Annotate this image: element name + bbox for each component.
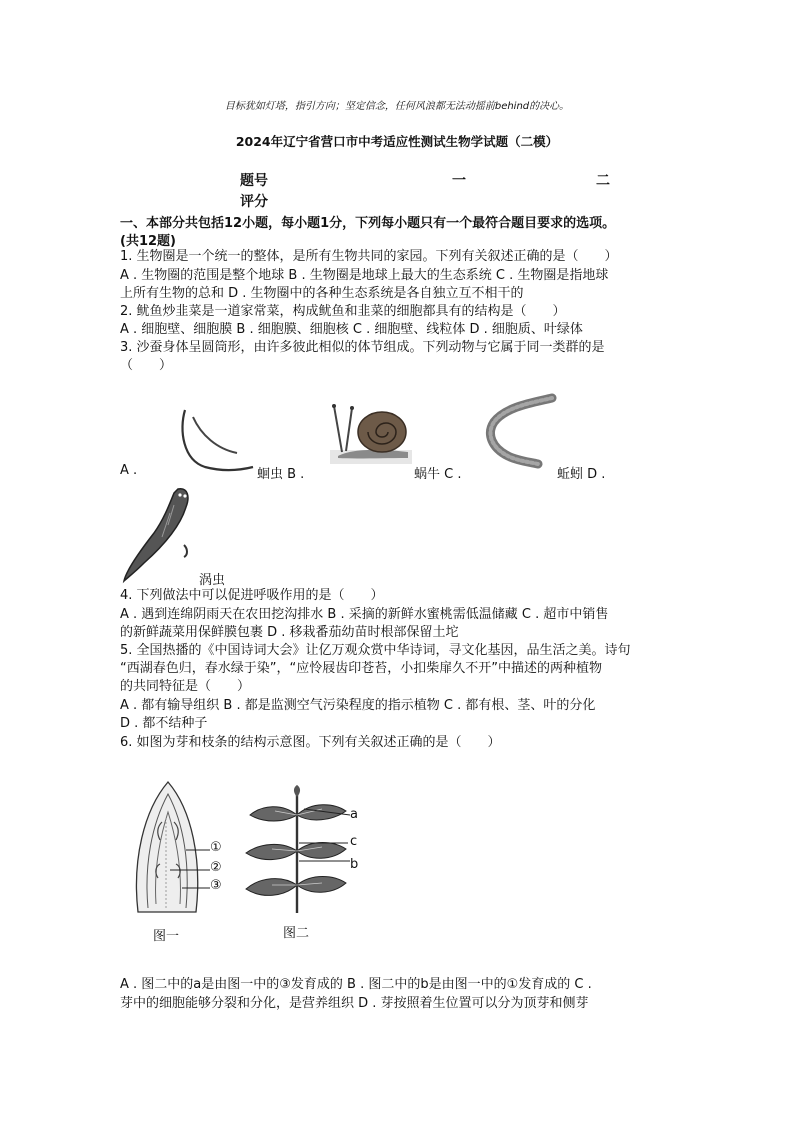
header-motto: 目标犹如灯塔，指引方向；坚定信念，任何风浪都无法动摇前behind的决心。	[224, 101, 570, 112]
section-heading: 一、本部分共包括12小题，每小题1分，下列每小题只有一个最符合题目要求的选项。	[120, 216, 616, 231]
question-4-options-cont: 的新鲜蔬菜用保鲜膜包裹 D . 移栽番茄幼苗时根部保留土坨	[120, 625, 459, 640]
score-table-col-one: 一	[452, 173, 466, 189]
question-5-stem-cont: “西湖春色归，春水绿于染”，“应怜屐齿印苍苔，小扣柴扉久不开”中描述的两种植物	[120, 661, 602, 676]
figure-1-caption: 图一	[153, 929, 180, 944]
snail-image	[330, 398, 412, 464]
question-5-stem-end: 的共同特征是（ ）	[120, 679, 251, 694]
figure-2-caption: 图二	[283, 926, 310, 941]
score-table-label-score: 评分	[240, 194, 268, 210]
question-4-stem: 4. 下列做法中可以促进呼吸作用的是（ ）	[120, 588, 384, 603]
figure-1-label-3: ③	[210, 878, 222, 893]
question-2-stem: 2. 鱿鱼炒韭菜是一道家常菜，构成鱿鱼和韭菜的细胞都具有的结构是（ ）	[120, 304, 566, 319]
question-6-stem: 6. 如图为芽和枝条的结构示意图。下列有关叙述正确的是（ ）	[120, 735, 501, 750]
question-2-options: A . 细胞壁、细胞膜 B . 细胞膜、细胞核 C . 细胞壁、线粒体 D . 细胞质、叶绿体	[120, 322, 583, 337]
question-6-options: A . 图二中的a是由图一中的③发育成的 B . 图二中的b是由图一中的①发育成的 C .	[120, 977, 592, 992]
figure-2-label-c: c	[350, 834, 358, 849]
question-3-stem: 3. 沙蚕身体呈圆筒形，由许多彼此相似的体节组成。下列动物与它属于同一类群的是	[120, 340, 605, 355]
question-1-options: A . 生物圈的范围是整个地球 B . 生物圈是地球上最大的生态系统 C . 生物圈是指地球	[120, 268, 609, 283]
score-table-label-question: 题号	[240, 173, 268, 189]
figure-2-label-b: b	[350, 857, 359, 872]
question-1-stem: 1. 生物圈是一个统一的整体，是所有生物共同的家园。下列有关叙述正确的是（ ）	[120, 249, 618, 264]
earthworm-image	[486, 392, 558, 467]
question-6-options-cont: 芽中的细胞能够分裂和分化，是营养组织 D . 芽按照着生位置可以分为顶芽和侧芽	[120, 996, 589, 1011]
planarian-image	[122, 485, 196, 583]
branch-diagram	[242, 785, 352, 915]
question-1-options-cont: 上所有生物的总和 D . 生物圈中的各种生态系统是各自独立互不相干的	[120, 286, 524, 301]
question-3-caption-snail: 蜗牛 C .	[414, 467, 462, 482]
question-3-stem-cont: （ ）	[120, 358, 173, 373]
question-3-caption-planarian: 涡虫	[199, 573, 226, 588]
section-heading-count: (共12题)	[120, 234, 176, 249]
roundworm-image	[175, 405, 260, 475]
question-4-options: A . 遇到连绵阴雨天在农田挖沟排水 B . 采摘的新鲜水蜜桃需低温储藏 C . 超市中销售	[120, 607, 609, 622]
question-5-options: A . 都有输导组织 B . 都是监测空气污染程度的指示植物 C . 都有根、茎、叶的分化	[120, 698, 596, 713]
question-5-stem: 5. 全国热播的《中国诗词大会》让亿万观众赏中华诗词，寻文化基因，品生活之美。诗句	[120, 643, 631, 658]
page-title: 2024年辽宁省营口市中考适应性测试生物学试题（二模）	[235, 134, 559, 149]
question-3-caption-earthworm: 蚯蚓 D .	[557, 467, 606, 482]
figure-1-label-2: ②	[210, 860, 222, 875]
question-5-options-cont: D . 都不结种子	[120, 716, 208, 731]
figure-2-label-a: a	[350, 807, 358, 822]
question-3-caption-roundworm: 蛔虫 B .	[257, 467, 305, 482]
score-table-col-two: 二	[596, 173, 610, 189]
figure-1-label-1: ①	[210, 840, 222, 855]
question-3-option-a: A .	[120, 463, 138, 478]
